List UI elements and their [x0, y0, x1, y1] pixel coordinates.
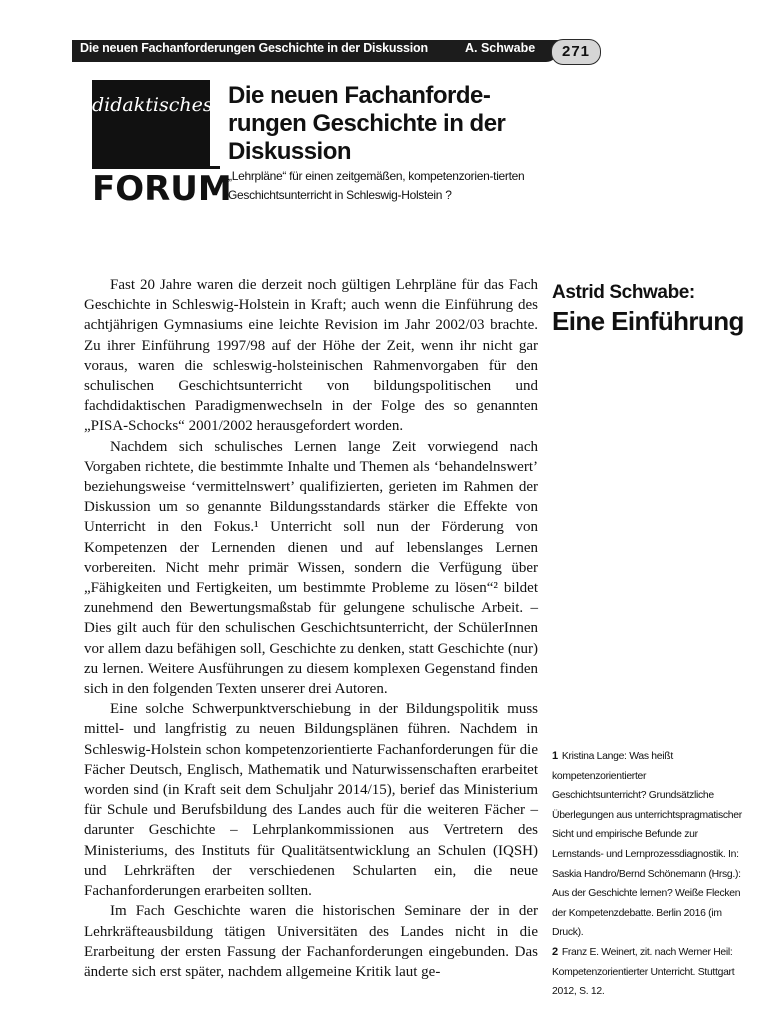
body-paragraph: Fast 20 Jahre waren die derzeit noch gültigen Lehrpläne für das Fach Geschichte in Schleswig-Holstein in Kraft; auch wenn die Einführung des achtjährigen Gymnasiums eine leichte Revision im Jahr 2002/03 brachte. Zu ihrer Einführung 1997/98 auf der Höhe der Zeit, wenn ihr nicht gar voraus, waren die schleswig-holsteinischen Rahmenvorgaben für den schulischen Geschichtsunterricht von bildungspolitischen und fachdidaktischen Paradigmenwechseln in der Folge des so genannten „PISA-Schocks“ 2001/2002 herausgefordert worden. — [84, 277, 538, 435]
footnote-2 — [552, 943, 742, 1002]
section-heading: Eine Einführung — [552, 306, 744, 336]
logo-script-text: didaktisches — [92, 94, 213, 116]
running-header-title: Die neuen Fachanforderungen Geschichte in der Diskussion — [80, 41, 428, 55]
footnote-number: 2 — [552, 945, 558, 958]
body-paragraph: Im Fach Geschichte waren die historischen Seminare der in der Lehrkräfteausbildung tätigen Universitäten des Landes nicht in die Erarbeitung der ersten Fassung der Fachanforderungen eingebunden. Das änderte sich erst später, nachdem allgemeine Kritik laut ge- — [84, 903, 538, 980]
footnote-text: Franz E. Weinert, zit. nach Werner Heil: Kompetenzorientierter Unterricht. Stuttgart 2012, S. 12. — [552, 946, 735, 998]
logo-forum-text: FORUM — [92, 166, 220, 209]
article-title: Die neuen Fachanforde-rungen Geschichte in der Diskussion — [228, 82, 506, 165]
footnote-1 — [552, 747, 742, 943]
article-body — [84, 275, 538, 982]
footnotes — [552, 747, 742, 1002]
footnote-text: Kristina Lange: Was heißt kompetenzorientierter Geschichtsunterricht? Grundsätzliche Überlegungen aus unterrichtspragmatischer Sicht und empirische Befunde zur Lernstands- und Lernprozessdiagnostik. In: Saskia Handro/Bernd Schönemann (Hrsg.): Aus der Geschichte lernen? Weiße Flecken der Kompetenzdebatte. Berlin 2016 (im Druck). — [552, 751, 742, 939]
page-number-badge: 271 — [551, 39, 601, 65]
body-paragraph: Eine solche Schwerpunktverschiebung in der Bildungspolitik muss mittel- und langfristig zu neuen Bildungsplänen führen. Nachdem in Schleswig-Holstein schon kompetenzorientierte Fachanforderungen für die Fächer Deutsch, Englisch, Mathematik und Naturwissenschaften erarbeitet worden sind (in Kraft seit dem Schuljahr 2014/15), berief das Ministerium für Schule und Berufsbildung des Landes auch für die weiteren Fächer – darunter Geschichte – Lehrplankommissionen aus Vertretern des Ministeriums, des Instituts für Qualitätsentwicklung an Schulen (IQSH) und Lehrkräften der verschiedenen Schularten ein, die neue Fachanforderungen erarbeiten sollten. — [84, 701, 538, 900]
author-heading: Astrid Schwabe: — [552, 282, 695, 303]
running-header-author: A. Schwabe — [465, 41, 536, 55]
body-paragraph: Nachdem sich schulisches Lernen lange Zeit vorwiegend nach Vorgaben richtete, die bestimmte Inhalte und Themen als ‘behandelnswert’ beziehungsweise ‘vermittelnswert’ qualifizierten, gerieten im Rahmen der Diskussion um so genannte Bildungsstandards stärker die Effekte von Unterricht in den Fokus.¹ Unterricht soll nun der Förderung von Kompetenzen der Lernenden dienen und auf lebenslanges Lernen vorbereiten. Nicht mehr primär Wissen, sondern die Verfügung über „Fähigkeiten und Fertigkeiten, um bestimmte Probleme zu lösen“² bildet zunehmend den Bewertungsmaßstab für gelungene schulische Arbeit. – Dies gilt auch für den schulischen Geschichtsunterricht, der SchülerInnen vor allem dazu befähigen soll, Geschichte zu denken, statt Geschichte (nur) zu lernen. Weitere Ausführungen zu diesem komplexen Gegenstand finden sich in den folgenden Texten unserer drei Autoren. — [84, 438, 538, 698]
footnote-number: 1 — [552, 750, 558, 762]
article-subtitle: „Lehrpläne“ für einen zeitgemäßen, kompetenzorien-tierten Geschichtsunterricht in Schleswig-Holstein ? — [228, 169, 525, 202]
